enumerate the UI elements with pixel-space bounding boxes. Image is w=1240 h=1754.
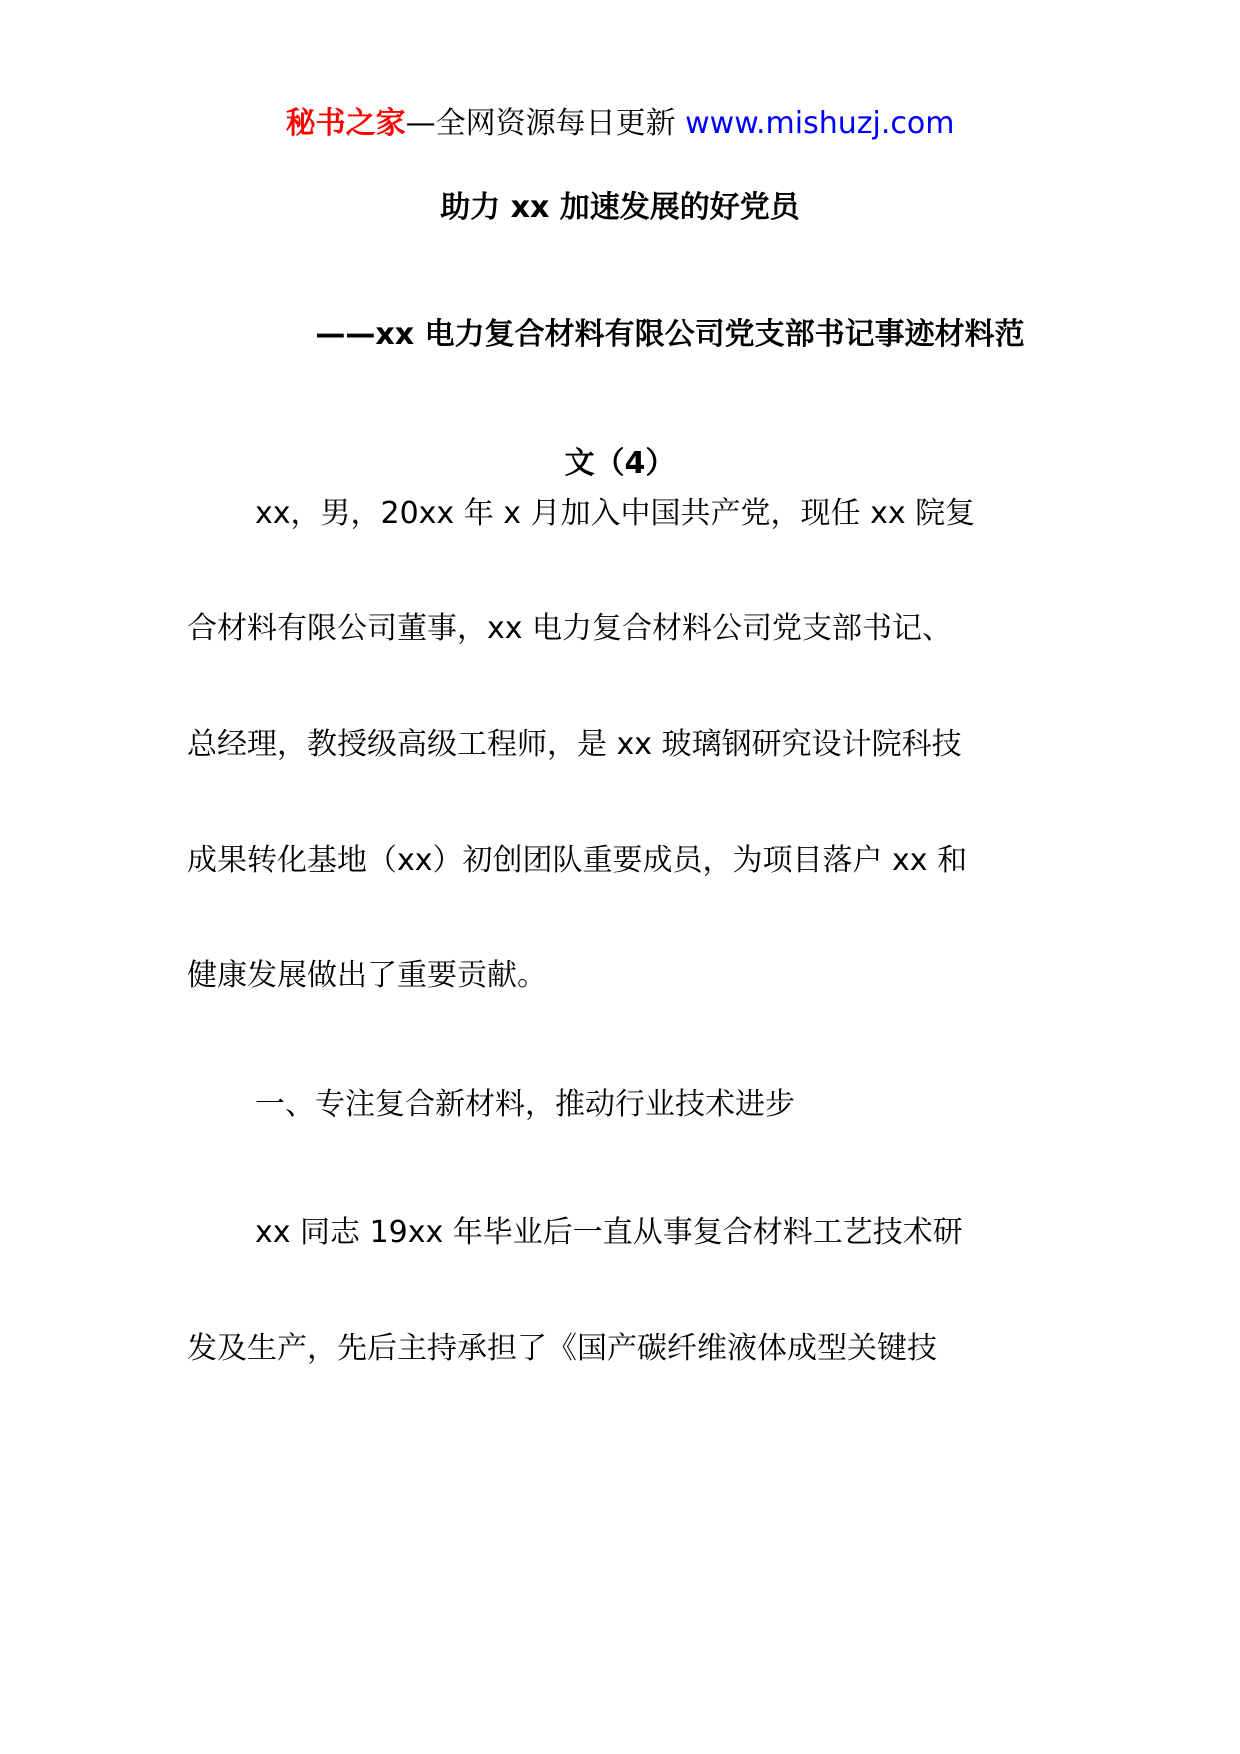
- header-tagline: —全网资源每日更新: [405, 106, 686, 141]
- brand-name: 秘书之家: [285, 106, 406, 141]
- site-header: [0, 104, 1240, 144]
- document-title: 助力 xx 加速发展的好党员: [440, 190, 800, 225]
- document-subtitle-continued: 文（4）: [564, 446, 676, 481]
- paragraph-1-line-4: 成果转化基地（xx）初创团队重要成员，为项目落户 xx 和: [187, 843, 968, 878]
- paragraph-2-line-2: 发及生产，先后主持承担了《国产碳纤维液体成型关键技: [187, 1331, 937, 1366]
- document-subtitle: ——xx 电力复合材料有限公司党支部书记事迹材料范: [315, 317, 1025, 352]
- paragraph-1-line-5: 健康发展做出了重要贡献。: [187, 958, 547, 993]
- paragraph-1-line-3: 总经理，教授级高级工程师，是 xx 玻璃钢研究设计院科技: [187, 727, 962, 762]
- paragraph-2-line-1: xx 同志 19xx 年毕业后一直从事复合材料工艺技术研: [255, 1215, 963, 1250]
- paragraph-1-line-1: xx，男，20xx 年 x 月加入中国共产党，现任 xx 院复: [255, 496, 976, 531]
- site-url-link[interactable]: www.mishuzj.com: [685, 106, 955, 141]
- section-1-heading: 一、专注复合新材料，推动行业技术进步: [255, 1087, 795, 1122]
- paragraph-1-line-2: 合材料有限公司董事，xx 电力复合材料公司党支部书记、: [187, 611, 953, 646]
